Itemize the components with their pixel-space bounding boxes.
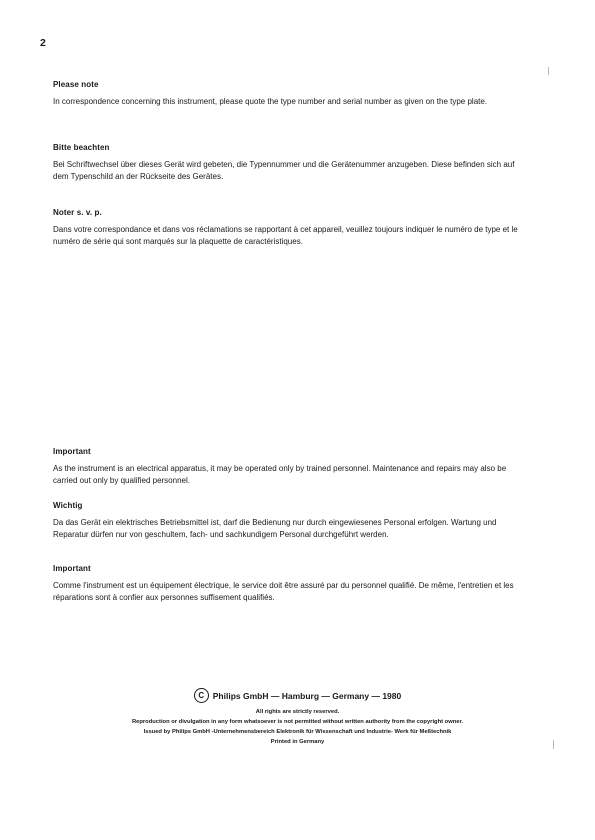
issued-by-line: Issued by Philips GmbH -Unternehmensbereich Elektronik für Wissenschaft und Industrie- Werk für Meßtechnik: [143, 729, 452, 735]
section-body: Dans votre correspondance et dans vos réclamations se rapportant à cet appareil, veuillez toujours indiquer le numéro de type et le numéro de série qui sont marqués sur la plaquette de caractéristiques.: [53, 225, 518, 246]
scan-mark: [548, 67, 549, 75]
company-name: Philips GmbH — Hamburg — Germany — 1980: [212, 690, 402, 701]
section-heading: Bitte beachten: [53, 143, 110, 152]
section-body: Da das Gerät ein elektrisches Betriebsmittel ist, darf die Bedienung nur durch eingewiesenes Personal erfolgen. Wartung und Reparatur dürfen nur von geschultem, fach- und sachkundigem Personal durchgeführt werden.: [53, 518, 497, 539]
printed-line: Printed in Germany: [270, 739, 325, 745]
section-body: In correspondence concerning this instrument, please quote the type number and serial number as given on the type plate.: [53, 97, 488, 106]
section-body: As the instrument is an electrical apparatus, it may be operated only by trained personnel. Maintenance and repairs may also be carried out only by qualified personnel.: [53, 464, 507, 485]
reproduction-line: Reproduction or divulgation in any form whatsoever is not permitted without written authority from the copyright owner.: [131, 719, 464, 725]
page-number: 2: [40, 37, 46, 49]
copyright-footer: [40, 688, 555, 747]
section-wichtig: [53, 501, 525, 541]
scan-mark: [553, 740, 554, 749]
section-body: Comme l'instrument est un équipement électrique, le service doit être assuré par du personnel qualifié. De même, l'entretien et les réparations sont à confier aux personnes suffisement qualifiés.: [53, 581, 514, 602]
company-line: [40, 688, 555, 703]
copyright-icon: C: [194, 688, 209, 703]
section-please-note: [53, 80, 525, 108]
section-heading: Wichtig: [53, 501, 83, 510]
section-important-en: [53, 447, 525, 487]
section-heading: Important: [53, 447, 91, 456]
section-body: Bei Schriftwechsel über dieses Gerät wird gebeten, die Typennummer und die Gerätenummer anzugeben. Diese befinden sich auf dem Typenschild an der Rückseite des Gerätes.: [53, 160, 515, 181]
section-heading: Noter s. v. p.: [53, 208, 102, 217]
section-heading: Important: [53, 564, 91, 573]
section-bitte-beachten: [53, 143, 525, 183]
section-noter: [53, 208, 525, 248]
section-important-fr: [53, 564, 525, 604]
rights-line: All rights are strictly reserved.: [255, 709, 340, 715]
section-heading: Please note: [53, 80, 99, 89]
